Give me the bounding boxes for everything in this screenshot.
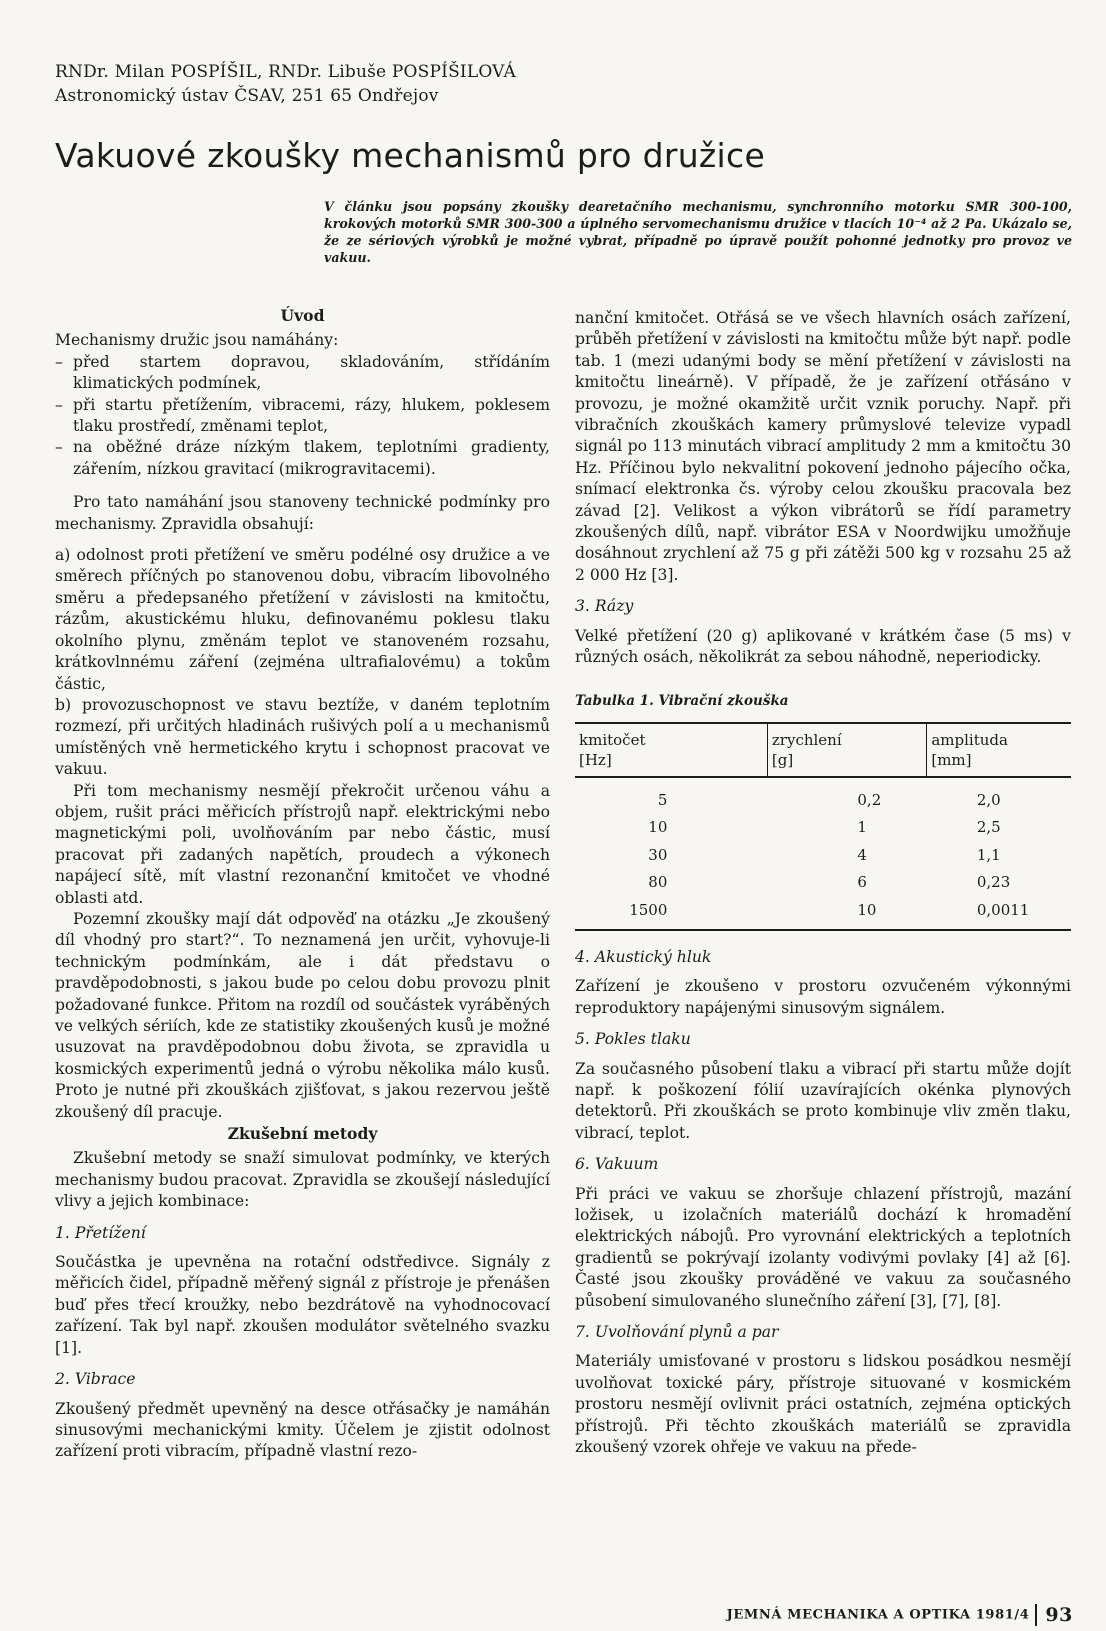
table-cell: 6 bbox=[857, 873, 867, 892]
subsection-title-overload: 1. Přetížení bbox=[55, 1223, 146, 1242]
table-cell: 5 bbox=[657, 790, 668, 809]
section-heading-intro: Úvod bbox=[280, 306, 325, 325]
paragraph-acoustic: Zařízení je zkoušeno v prostoru ozvučeném výkonnými reproduktory napájenými sinusovým signálem. bbox=[575, 977, 1071, 1017]
table-header: zrychlení [g] bbox=[767, 723, 926, 777]
paragraph-weight: Při tom mechanismy nesmějí překročit určenou váhu a objem, rušit práci měřicích přístrojů např. elektrickými nebo magnetickými poli, uvolňováním par nebo částic, musí pracovat při zadaných napětích, proudech a výkonech napájecí sítě, mít vlastní rezonanční kmitočet ve vhodné oblasti atd. bbox=[55, 781, 550, 907]
table-cell: 10 bbox=[648, 818, 668, 837]
section-heading-methods: Zkušební metody bbox=[227, 1124, 378, 1144]
table-cell: 30 bbox=[648, 845, 668, 864]
list-item: – na oběžné dráze nízkým tlakem, teplotními gradienty, zářením, nízkou gravitací (mikrogravitacemi). bbox=[55, 437, 550, 480]
left-column bbox=[55, 305, 550, 1463]
table-cell: 1 bbox=[857, 818, 867, 837]
subsection-title-vibration: 2. Vibrace bbox=[55, 1370, 136, 1389]
paragraph-methods: Zkušební metody se snaží simulovat podmínky, ve kterých mechanismy budou pracovat. Zpravidla se zkoušejí následující vlivy a jejich kombinace: bbox=[55, 1149, 550, 1211]
footer-divider bbox=[1035, 1604, 1037, 1626]
paragraph-overload: Součástka je upevněna na rotační odstředivce. Signály z měřicích čidel, případně měřený signál z přístroje je přenášen buď přes třecí kroužky, nebo bezdrátově na vyhodnocovací zařízení. Tak byl např. zkoušen modulátor světelného svazku [1]. bbox=[55, 1253, 550, 1357]
paragraph-ground-tests: Pozemní zkoušky mají dát odpověď na otázku „Je zkoušený díl vhodný pro start?“. To neznamená jen určit, vyhovuje-li technickým podmínkám, ale i dát představu o pravděpodobnosti, s jakou bude po celou dobu provozu plnit požadované funkce. Přitom na rozdíl od součástek vyráběných ve velkých sériích, kde ze statistiky zkoušených kusů je možné usuzovat na pravděpodobnou dobu života, se zpravidla u kosmických experimentů jedná o výrobu několika málo kusů. Proto je nutné při zkouškách zjišťovat, s jakou rezervou ještě zkoušený díl pracuje. bbox=[55, 909, 550, 1121]
table-cell: 2,5 bbox=[976, 818, 1001, 837]
table-cell: 0,0011 bbox=[927, 897, 1071, 930]
table-header: amplituda [mm] bbox=[927, 723, 1071, 777]
paragraph-shocks: Velké přetížení (20 g) aplikované v krátkém čase (5 ms) v různých osách, několikrát za sebou náhodně, neperiodicky. bbox=[575, 626, 1071, 667]
paragraph-vacuum: Při práci ve vakuu se zhoršuje chlazení přístrojů, mazání ložisek, u izolačních materiálů dochází k hromadění elektrických nábojů. Pro vyrovnání elektrických a teplotních gradientů se pokrývají izolanty vodivými povlaky [4] až [6]. Časté jsou zkoušky prováděné ve vakuu za současného působení simulovaného slunečního záření [3], [7], [8]. bbox=[575, 1184, 1071, 1310]
list-item: – před startem dopravou, skladováním, střídáním klimatických podmínek, bbox=[55, 352, 550, 395]
affiliation-line: Astronomický ústav ČSAV, 251 65 Ondřejov bbox=[55, 86, 439, 106]
paragraph-vibration: Zkoušený předmět upevněný na desce otřásačky je namáhán sinusovými mechanickými kmity. Účelem je zjistit odolnost zařízení proti vibracím, případně vlastní rezo- bbox=[55, 1399, 550, 1461]
subsection-title-outgassing: 7. Uvolňování plynů a par bbox=[575, 1323, 779, 1342]
journal-name: JEMNÁ MECHANIKA A OPTIKA 1981/4 bbox=[726, 1607, 1030, 1623]
table-row bbox=[575, 777, 1071, 814]
table-cell: 2,0 bbox=[976, 790, 1001, 809]
subsection-title-vacuum: 6. Vakuum bbox=[575, 1155, 659, 1174]
table-cell: 10 bbox=[767, 897, 926, 930]
table-header: kmitočet [Hz] bbox=[575, 723, 767, 777]
stress-list bbox=[55, 352, 550, 480]
list-item: – při startu přetížením, vibracemi, rázy, hlukem, poklesem tlaku prostředí, změnami teplot, bbox=[55, 395, 550, 438]
paragraph-conditions: Pro tato namáhání jsou stanoveny technické podmínky pro mechanismy. Zpravidla obsahují: bbox=[55, 493, 550, 533]
author-block bbox=[55, 60, 516, 108]
authors-line: RNDr. Milan POSPÍŠIL, RNDr. Libuše POSPÍŠILOVÁ bbox=[55, 62, 516, 82]
table-cell: 1500 bbox=[575, 897, 767, 930]
paragraph-vibration-continued: nanční kmitočet. Otřásá se ve všech hlavních osách zařízení, průběh přetížení v závislosti na kmitočtu může být např. podle tab. 1 (mezi udanými body se mění přetížení v závislosti na kmitočtu lineárně). V případě, že je zařízení otřásáno v provozu, je možné okamžitě určit vznik poruchy. Např. při vibračních zkouškách kamery průmyslové televize vypadl signál po 113 minutách vibrací amplitudy 2 mm a kmitočtu 30 Hz. Příčinou bylo nekvalitní pokovení jednoho pájecího očka, snímací elektronka čs. výroby celou zkoušku pracovala bez závad [2]. Velikost a výkon vibrátorů se řídí parametry zkoušených dílů, např. vibrátor ESA v Noordwijku umožňuje dosáhnout zrychlení až 75 g při zátěži 500 kg v rozsahu 25 až 2 000 Hz [3]. bbox=[575, 309, 1071, 584]
subsection-title-acoustic: 4. Akustický hluk bbox=[575, 947, 712, 966]
intro-paragraph: Mechanismy družic jsou namáhány: bbox=[55, 331, 339, 350]
table-cell: 4 bbox=[857, 845, 867, 864]
vibration-table bbox=[575, 722, 1071, 931]
table-caption: Tabulka 1. Vibrační zkouška bbox=[575, 692, 789, 709]
page-number: 93 bbox=[1045, 1604, 1073, 1626]
table-row bbox=[575, 897, 1071, 930]
table-cell: 0,23 bbox=[976, 873, 1011, 892]
table-row bbox=[575, 869, 1071, 896]
paragraph-a: a) odolnost proti přetížení ve směru podélné osy družice a ve směrech příčných po stanovenou dobu, vibracím libovolného směru a předepsaného přetížení v závislosti na kmitočtu, rázům, akustickému hluku, definovanému poklesu tlaku okolního plynu, změnám teplot ve stanoveném rozsahu, krátkovlnnému záření (zejména ultrafialovému) a tokům částic, bbox=[55, 546, 550, 693]
abstract: V článku jsou popsány zkoušky dearetačního mechanismu, synchronního motorku SMR 300-100, krokových motorků SMR 300-300 a úplného servomechanismu družice v tlacích 10⁻⁴ až 2 Pa. Ukázalo se, že ze sériových výrobků je možné vybrat, případně po úpravě použít pohonné jednotky pro provoz ve vakuu. bbox=[324, 199, 1072, 265]
table-cell: 0,2 bbox=[857, 790, 882, 809]
subsection-title-shocks: 3. Rázy bbox=[575, 597, 634, 616]
paragraph-pressure: Za současného působení tlaku a vibrací při startu může dojít např. k poškození fólií uzavírajících okénka plynových detektorů. Při zkouškách se proto kombinuje vliv změn tlaku, vibrací, teplot. bbox=[575, 1059, 1071, 1142]
article-title: Vakuové zkoušky mechanismů pro družice bbox=[55, 136, 766, 175]
table-row bbox=[575, 842, 1071, 869]
right-column bbox=[575, 308, 1071, 1458]
paragraph-b: b) provozuschopnost ve stavu beztíže, v daném teplotním rozmezí, při určitých hladinách rušivých polí a u mechanismů umístěných vně hermetického krytu i schopnost pracovat ve vakuu. bbox=[55, 695, 550, 779]
table-row bbox=[575, 814, 1071, 841]
paragraph-outgassing: Materiály umisťované v prostoru s lidskou posádkou nesmějí uvolňovat toxické páry, přístroje situované v kosmickém prostoru nesmějí ovlivnit práci ostatních, zejména optických přístrojů. Při těchto zkouškách materiálů se zpravidla zkoušený vzorek ohřeje ve vakuu na přede- bbox=[575, 1352, 1071, 1457]
table-cell: 80 bbox=[648, 873, 668, 892]
table-cell: 1,1 bbox=[976, 845, 1001, 864]
subsection-title-pressure: 5. Pokles tlaku bbox=[575, 1030, 691, 1049]
page-footer bbox=[727, 1604, 1073, 1626]
